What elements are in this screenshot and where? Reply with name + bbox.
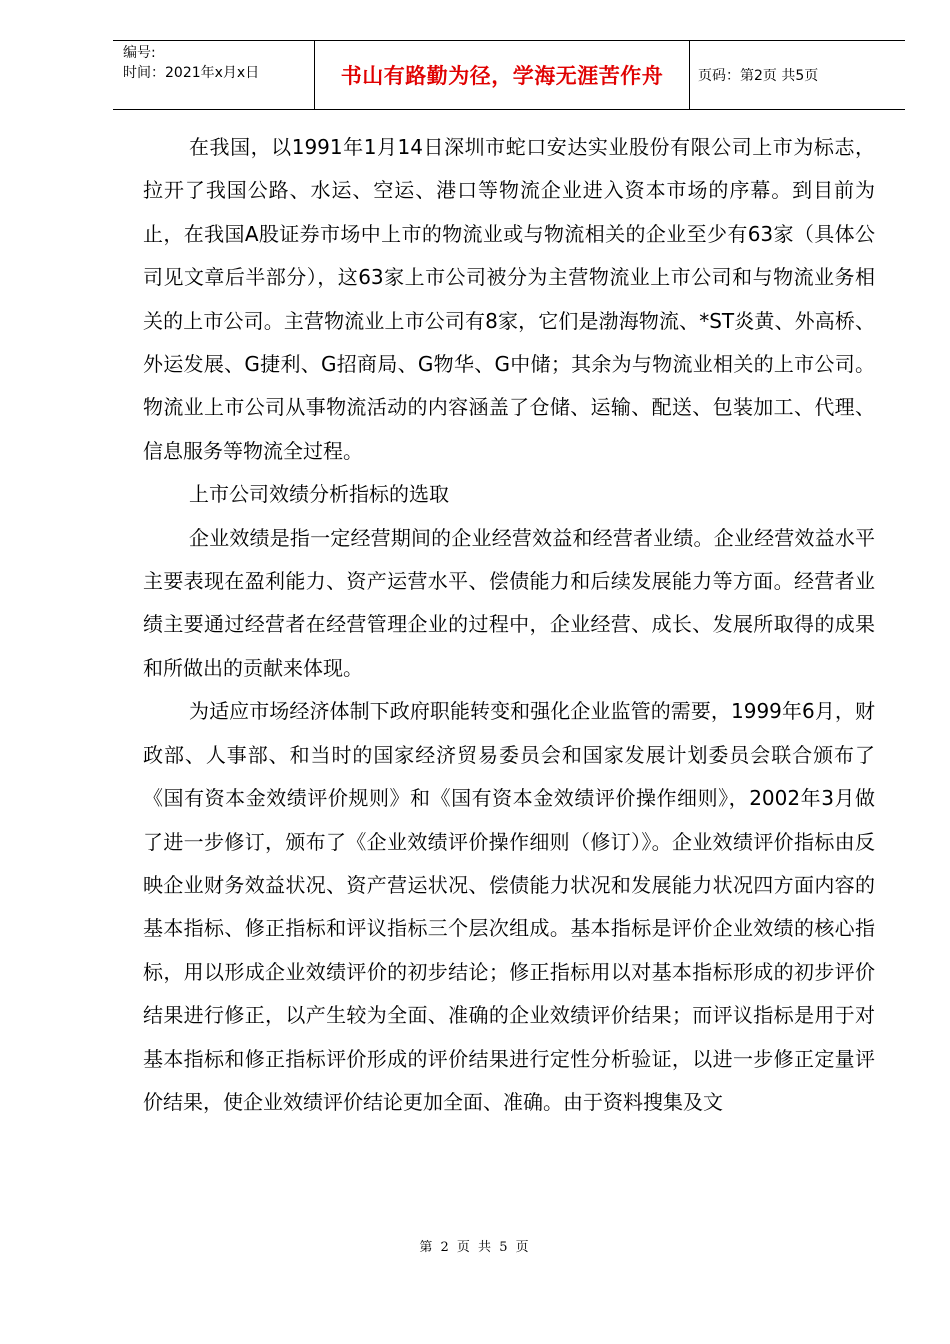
doc-number-label: 编号: bbox=[123, 45, 156, 61]
header-meta bbox=[113, 41, 315, 109]
page-header bbox=[113, 40, 905, 110]
doc-time-label: 时间：2021年x月x日 bbox=[123, 65, 260, 81]
section-heading: 上市公司效绩分析指标的选取 bbox=[189, 482, 449, 507]
header-page-number: 页码：第2页 共5页 bbox=[698, 68, 819, 84]
page-footer: 第 2 页 共 5 页 bbox=[419, 1240, 531, 1255]
document-body bbox=[143, 126, 875, 1124]
paragraph-performance-definition: 企业效绩是指一定经营期间的企业经营效益和经营者业绩。企业经营效益水平主要表现在盈利能力、资产运营水平、偿债能力和后续发展能力等方面。经营者业绩主要通过经营者在经营管理企业的过程中，企业经营、成长、发展所取得的成果和所做出的贡献来体现。 bbox=[143, 525, 875, 680]
paragraph-evaluation-rules: 为适应市场经济体制下政府职能转变和强化企业监管的需要，1999年6月，财政部、人事部、和当时的国家经济贸易委员会和国家发展计划委员会联合颁布了《国有资本金效绩评价规则》和《国有资本金效绩评价操作细则》，2002年3月做了进一步修订，颁布了《企业效绩评价操作细则（修订）》。企业效绩评价指标由反映企业财务效益状况、资产营运状况、偿债能力状况和发展能力状况四方面内容的基本指标、修正指标和评议指标三个层次组成。基本指标是评价企业效绩的核心指标，用以形成企业效绩评价的初步结论；修正指标用以对基本指标形成的初步评价结果进行修正，以产生较为全面、准确的企业效绩评价结果；而评议指标是用于对基本指标和修正指标评价形成的评价结果进行定性分析验证，以进一步修正定量评价结果，使企业效绩评价结论更加全面、准确。由于资料搜集及文 bbox=[143, 699, 875, 1114]
header-motto: 书山有路勤为径，学海无涯苦作舟 bbox=[315, 41, 690, 109]
paragraph-intro: 在我国，以1991年1月14日深圳市蛇口安达实业股份有限公司上市为标志，拉开了我国公路、水运、空运、港口等物流企业进入资本市场的序幕。到目前为止，在我国A股证券市场中上市的物流业或与物流相关的企业至少有63家（具体公司见文章后半部分），这63家上市公司被分为主营物流业上市公司和与物流业务相关的上市公司。主营物流业上市公司有8家，它们是渤海物流、*ST炎黄、外高桥、外运发展、G捷利、G招商局、G物华、G中储；其余为与物流业相关的上市公司。物流业上市公司从事物流活动的内容涵盖了仓储、运输、配送、包装加工、代理、信息服务等物流全过程。 bbox=[143, 135, 875, 463]
